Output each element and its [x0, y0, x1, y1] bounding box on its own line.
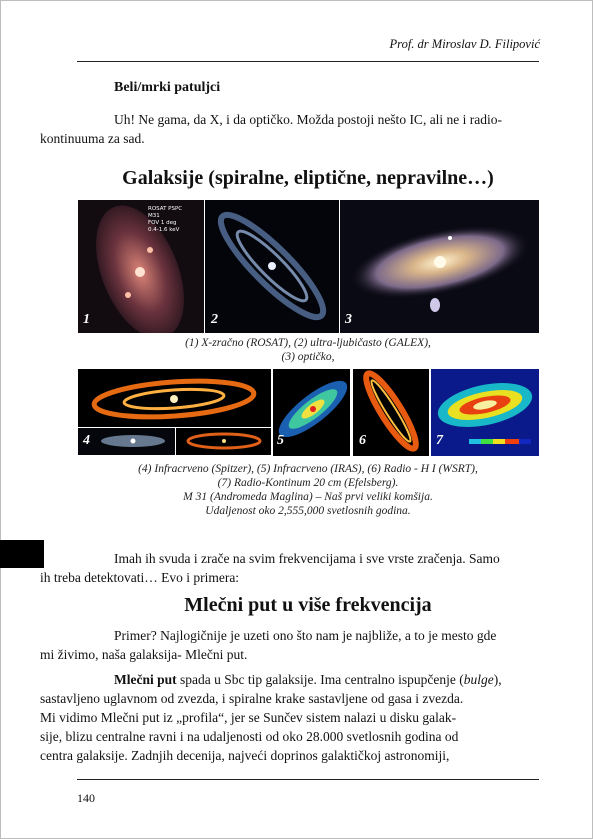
- text-line: sastavljeno uglavnom od zvezda, i spiralne krake sastavljene od gasa i zvezda.: [40, 691, 464, 706]
- running-header: Prof. dr Miroslav D. Filipović: [389, 37, 540, 51]
- text-line: mi živimo, naša galaksija- Mlečni put.: [40, 647, 248, 662]
- rosat-label: ROSAT PSPC M31 FOV 1 deg 0.4-1.6 keV: [148, 206, 183, 233]
- image-infrared-small-2: [176, 428, 271, 455]
- text-line: sije, blizu centralne ravni i na udaljenosti od oko 28.000 svetlosnih godina od: [40, 729, 459, 744]
- image-infrared-iras: [273, 369, 350, 456]
- panel-number: 7: [436, 433, 443, 448]
- image-optical: [340, 200, 539, 333]
- text-line: Primer? Najlogičnije je uzeti ono što nam je najbliže, a to je mesto gde: [114, 628, 497, 643]
- panel-number: 4: [83, 433, 90, 448]
- paragraph-milky-way-2: Mlečni put spada u Sbc tip galaksije. Ima centralno ispupčenje (bulge), sastavljeno uglavnom od zvezda, i spiralne krake sastavljene od gasa i zvezda. Mi vidimo Mlečni put iz „profila“, jer se Sunčev sistem nalazi u disku galak- sije, blizu centralne ravni i na udaljenosti od oko 28.000 svetlosnih godina od centra galaksije. Zadnjih decenija, najveći doprinos galaktičkoj astronomiji,: [40, 672, 502, 763]
- page-number: 140: [77, 791, 95, 805]
- panel-number: 2: [211, 312, 218, 327]
- footer-rule: [77, 779, 539, 780]
- panel-number: 5: [277, 433, 284, 448]
- text-line: centra galaksije. Zadnjih decenija, najveći doprinos galaktičkoj astronomiji,: [40, 748, 450, 763]
- panel-number: 6: [359, 433, 366, 448]
- image-radio-hi-wsrt: [353, 369, 429, 456]
- paragraph-milky-way-1: [40, 626, 539, 664]
- text-line: Imah ih svuda i zrače na svim frekvencijama i sve vrste zračenja. Samo: [114, 551, 500, 566]
- galaxies-heading: Galaksije (spiralne, eliptične, nepravilne…): [122, 167, 494, 189]
- text-line: ih treba detektovati… Evo i primera:: [40, 570, 240, 585]
- image-uv-galex: [205, 200, 339, 333]
- text-line: kontinuuma za sad.: [40, 131, 145, 146]
- image-radio-continuum: [431, 369, 539, 456]
- paragraph-white-dwarfs: [40, 110, 539, 148]
- caption-row2: (4) Infracrveno (Spitzer), (5) Infracrveno (IRAS), (6) Radio - H I (WSRT), (7) Radio-Kontinum 20 cm (Efelsberg). M 31 (Andromeda Maglina) – Naš prvi veliki komšija. Udaljenost oko 2,555,000 svetlosnih godina.: [138, 463, 478, 517]
- bold-term: Mlečni put: [114, 672, 177, 687]
- panel-number: 1: [83, 312, 90, 327]
- image-infrared-spitzer: [78, 369, 271, 427]
- image-infrared-small-1: [78, 428, 175, 455]
- italic-term: bulge: [463, 672, 494, 687]
- section-title-white-dwarfs: Beli/mrki patuljci: [114, 80, 221, 95]
- text-line: Uh! Ne gama, da X, i da optičko. Možda postoji nešto IC, ali ne i radio-: [114, 112, 503, 127]
- panel-number: 3: [345, 312, 352, 327]
- text-line: Mi vidimo Mlečni put iz „profila“, jer se Sunčev sistem nalazi u disku galak-: [40, 710, 457, 725]
- chapter-thumb-tab: [0, 540, 44, 568]
- paragraph-intro: [40, 549, 539, 587]
- header-rule: [77, 61, 539, 62]
- caption-row1: (1) X-zračno (ROSAT), (2) ultra-ljubičasto (GALEX), (3) optičko,: [185, 337, 431, 363]
- image-xray-rosat: [78, 200, 204, 333]
- milky-way-heading: Mlečni put u više frekvencija: [184, 594, 432, 616]
